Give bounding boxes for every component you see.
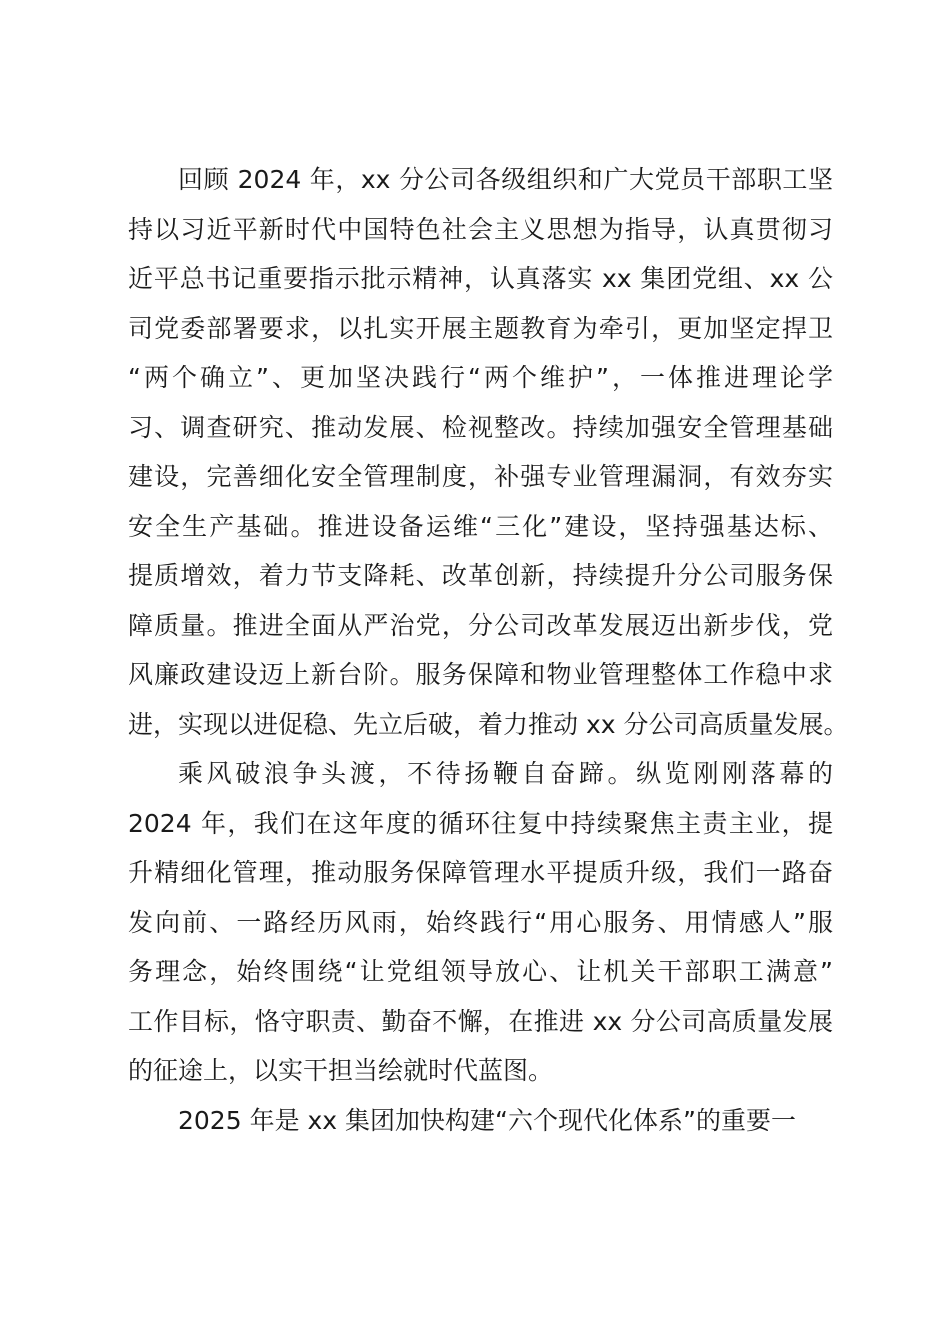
text-line: 司党委部署要求，以扎实开展主题教育为牵引，更加坚定捍卫 (128, 313, 833, 343)
text-line: 安全生产基础。推进设备运维“三化”建设，坚持强基达标、 (128, 511, 833, 541)
text-line: 提质增效，着力节支降耗、改革创新，持续提升分公司服务保 (128, 561, 833, 590)
text-line: 2024 年，我们在这年度的循环往复中持续聚焦主责主业，提 (128, 808, 833, 838)
text-line: 风廉政建设迈上新台阶。服务保障和物业管理整体工作稳中求 (128, 660, 833, 689)
document-body (128, 155, 849, 1145)
paragraph (128, 749, 833, 1096)
text-line: “两个确立”、更加坚决践行“两个维护”，一体推进理论学 (128, 363, 833, 392)
text-line: 的征途上，以实干担当绘就时代蓝图。 (128, 1056, 554, 1085)
paragraph (128, 155, 849, 749)
text-line: 建设，完善细化安全管理制度，补强专业管理漏洞，有效夯实 (128, 462, 833, 491)
text-line: 持以习近平新时代中国特色社会主义思想为指导，认真贯彻习 (128, 214, 833, 244)
text-line: 回顾 2024 年，xx 分公司各级组织和广大党员干部职工坚 (178, 165, 833, 194)
text-line: 进，实现以进促稳、先立后破，着力推动 xx 分公司高质量发展。 (128, 709, 849, 739)
text-line: 发向前、一路经历风雨，始终践行“用心服务、用情感人”服 (128, 907, 833, 937)
text-line: 乘风破浪争头渡，不待扬鞭自奋蹄。纵览刚刚落幕的 (178, 759, 833, 788)
text-line: 2025 年是 xx 集团加快构建“六个现代化体系”的重要一 (178, 1105, 796, 1135)
text-line: 务理念，始终围绕“让党组领导放心、让机关干部职工满意” (128, 957, 833, 986)
text-line: 近平总书记重要指示批示精神，认真落实 xx 集团党组、xx 公 (128, 264, 833, 293)
paragraph (128, 1096, 833, 1146)
text-line: 障质量。推进全面从严治党，分公司改革发展迈出新步伐，党 (128, 610, 833, 640)
text-line: 升精细化管理，推动服务保障管理水平提质升级，我们一路奋 (128, 858, 833, 887)
text-line: 工作目标，恪守职责、勤奋不懈，在推进 xx 分公司高质量发展 (128, 1006, 833, 1036)
text-line: 习、调查研究、推动发展、检视整改。持续加强安全管理基础 (128, 412, 833, 442)
